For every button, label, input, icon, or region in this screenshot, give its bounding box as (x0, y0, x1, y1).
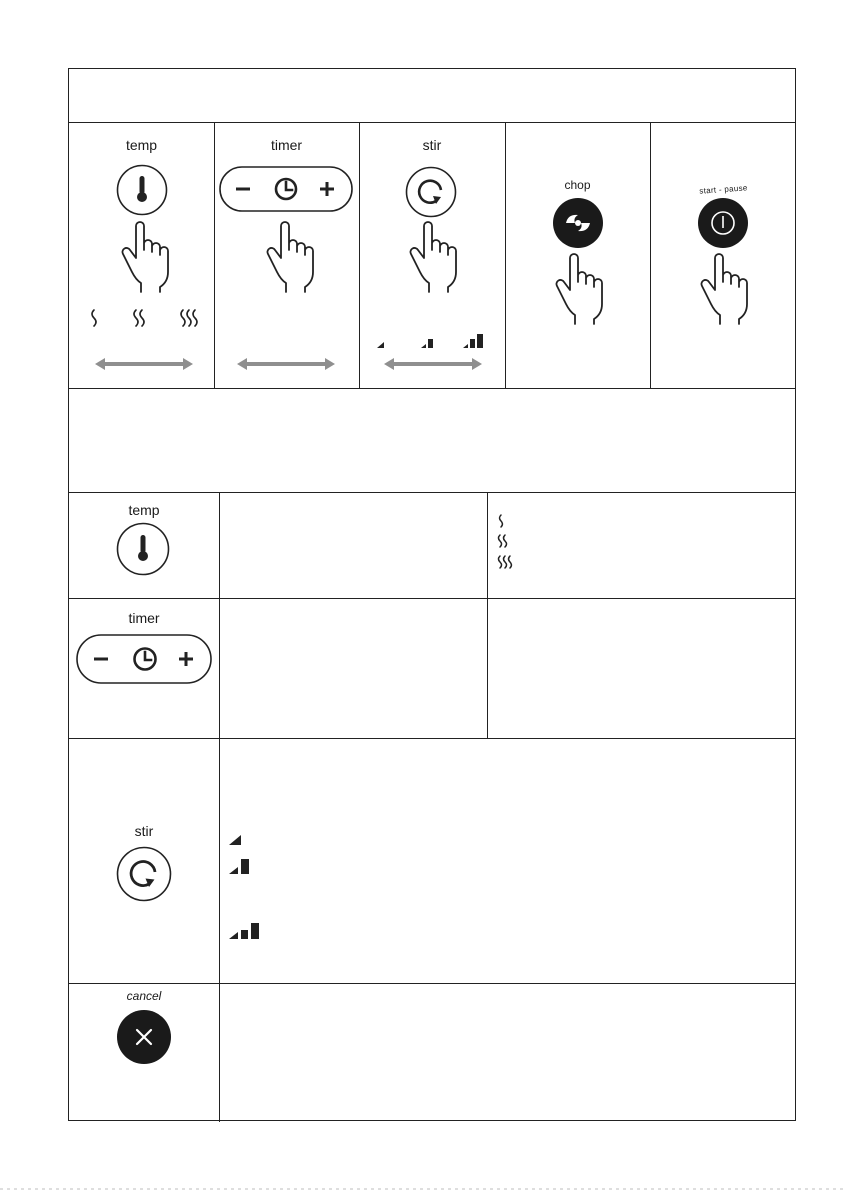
timer-button[interactable] (219, 166, 353, 212)
medium-heat-icon (134, 310, 144, 326)
medium-heat-icon (499, 535, 507, 547)
chop-label: chop (564, 178, 591, 192)
low-speed-icon (377, 342, 384, 348)
minus-icon (236, 188, 250, 191)
pointing-hand-icon (553, 252, 603, 324)
section-divider (69, 388, 795, 389)
cancel-button[interactable] (116, 1009, 172, 1065)
stir-label: stir (422, 137, 442, 153)
chop-cell (505, 122, 650, 388)
start-pause-button[interactable] (697, 197, 749, 249)
high-speed-icon (463, 334, 483, 348)
timer-cell (214, 122, 359, 388)
pointing-hand-icon (264, 220, 314, 292)
high-heat-icon (499, 556, 512, 568)
stir-cell (359, 122, 505, 388)
column-divider (487, 492, 488, 738)
start-pause-label: start - pause (699, 183, 748, 196)
range-arrow-icon (237, 358, 335, 370)
low-heat-icon (500, 515, 503, 527)
stir-button[interactable] (405, 166, 457, 218)
range-arrow-icon (95, 358, 193, 370)
cancel-row (69, 983, 219, 1122)
temp-button[interactable] (116, 164, 168, 216)
pointing-hand-icon (407, 220, 457, 292)
temp-cell (69, 122, 214, 388)
heat-level-list (497, 513, 517, 583)
temp-row (69, 492, 219, 598)
speed-level-list (229, 831, 269, 943)
low-heat-icon (92, 310, 96, 326)
pointing-hand-icon (698, 252, 748, 324)
timer-button[interactable] (76, 634, 212, 684)
pointing-hand-icon (119, 220, 169, 292)
timer-label: timer (128, 610, 160, 626)
stir-button[interactable] (116, 846, 172, 902)
low-speed-icon (229, 835, 241, 845)
thermometer-icon (116, 522, 170, 576)
temp-label: temp (125, 137, 158, 153)
minus-icon (94, 658, 108, 661)
page-edge (0, 1185, 843, 1192)
range-arrow-icon (384, 358, 482, 370)
start-pause-cell (650, 122, 797, 388)
timer-row (69, 598, 219, 738)
temp-button[interactable] (116, 522, 170, 576)
chop-button[interactable] (552, 197, 604, 249)
high-speed-icon (229, 923, 259, 939)
thermometer-icon (116, 164, 168, 216)
high-heat-icon (181, 310, 197, 326)
stir-row (69, 738, 219, 983)
heat-levels (89, 308, 201, 328)
temp-label: temp (128, 502, 160, 518)
column-divider (219, 492, 220, 1122)
medium-speed-icon (229, 859, 249, 874)
medium-speed-icon (421, 339, 433, 348)
speed-levels (377, 330, 489, 350)
timer-label: timer (270, 137, 303, 153)
cancel-label: cancel (126, 989, 162, 1003)
stir-label: stir (134, 823, 154, 839)
control-panel-table (68, 68, 796, 1121)
